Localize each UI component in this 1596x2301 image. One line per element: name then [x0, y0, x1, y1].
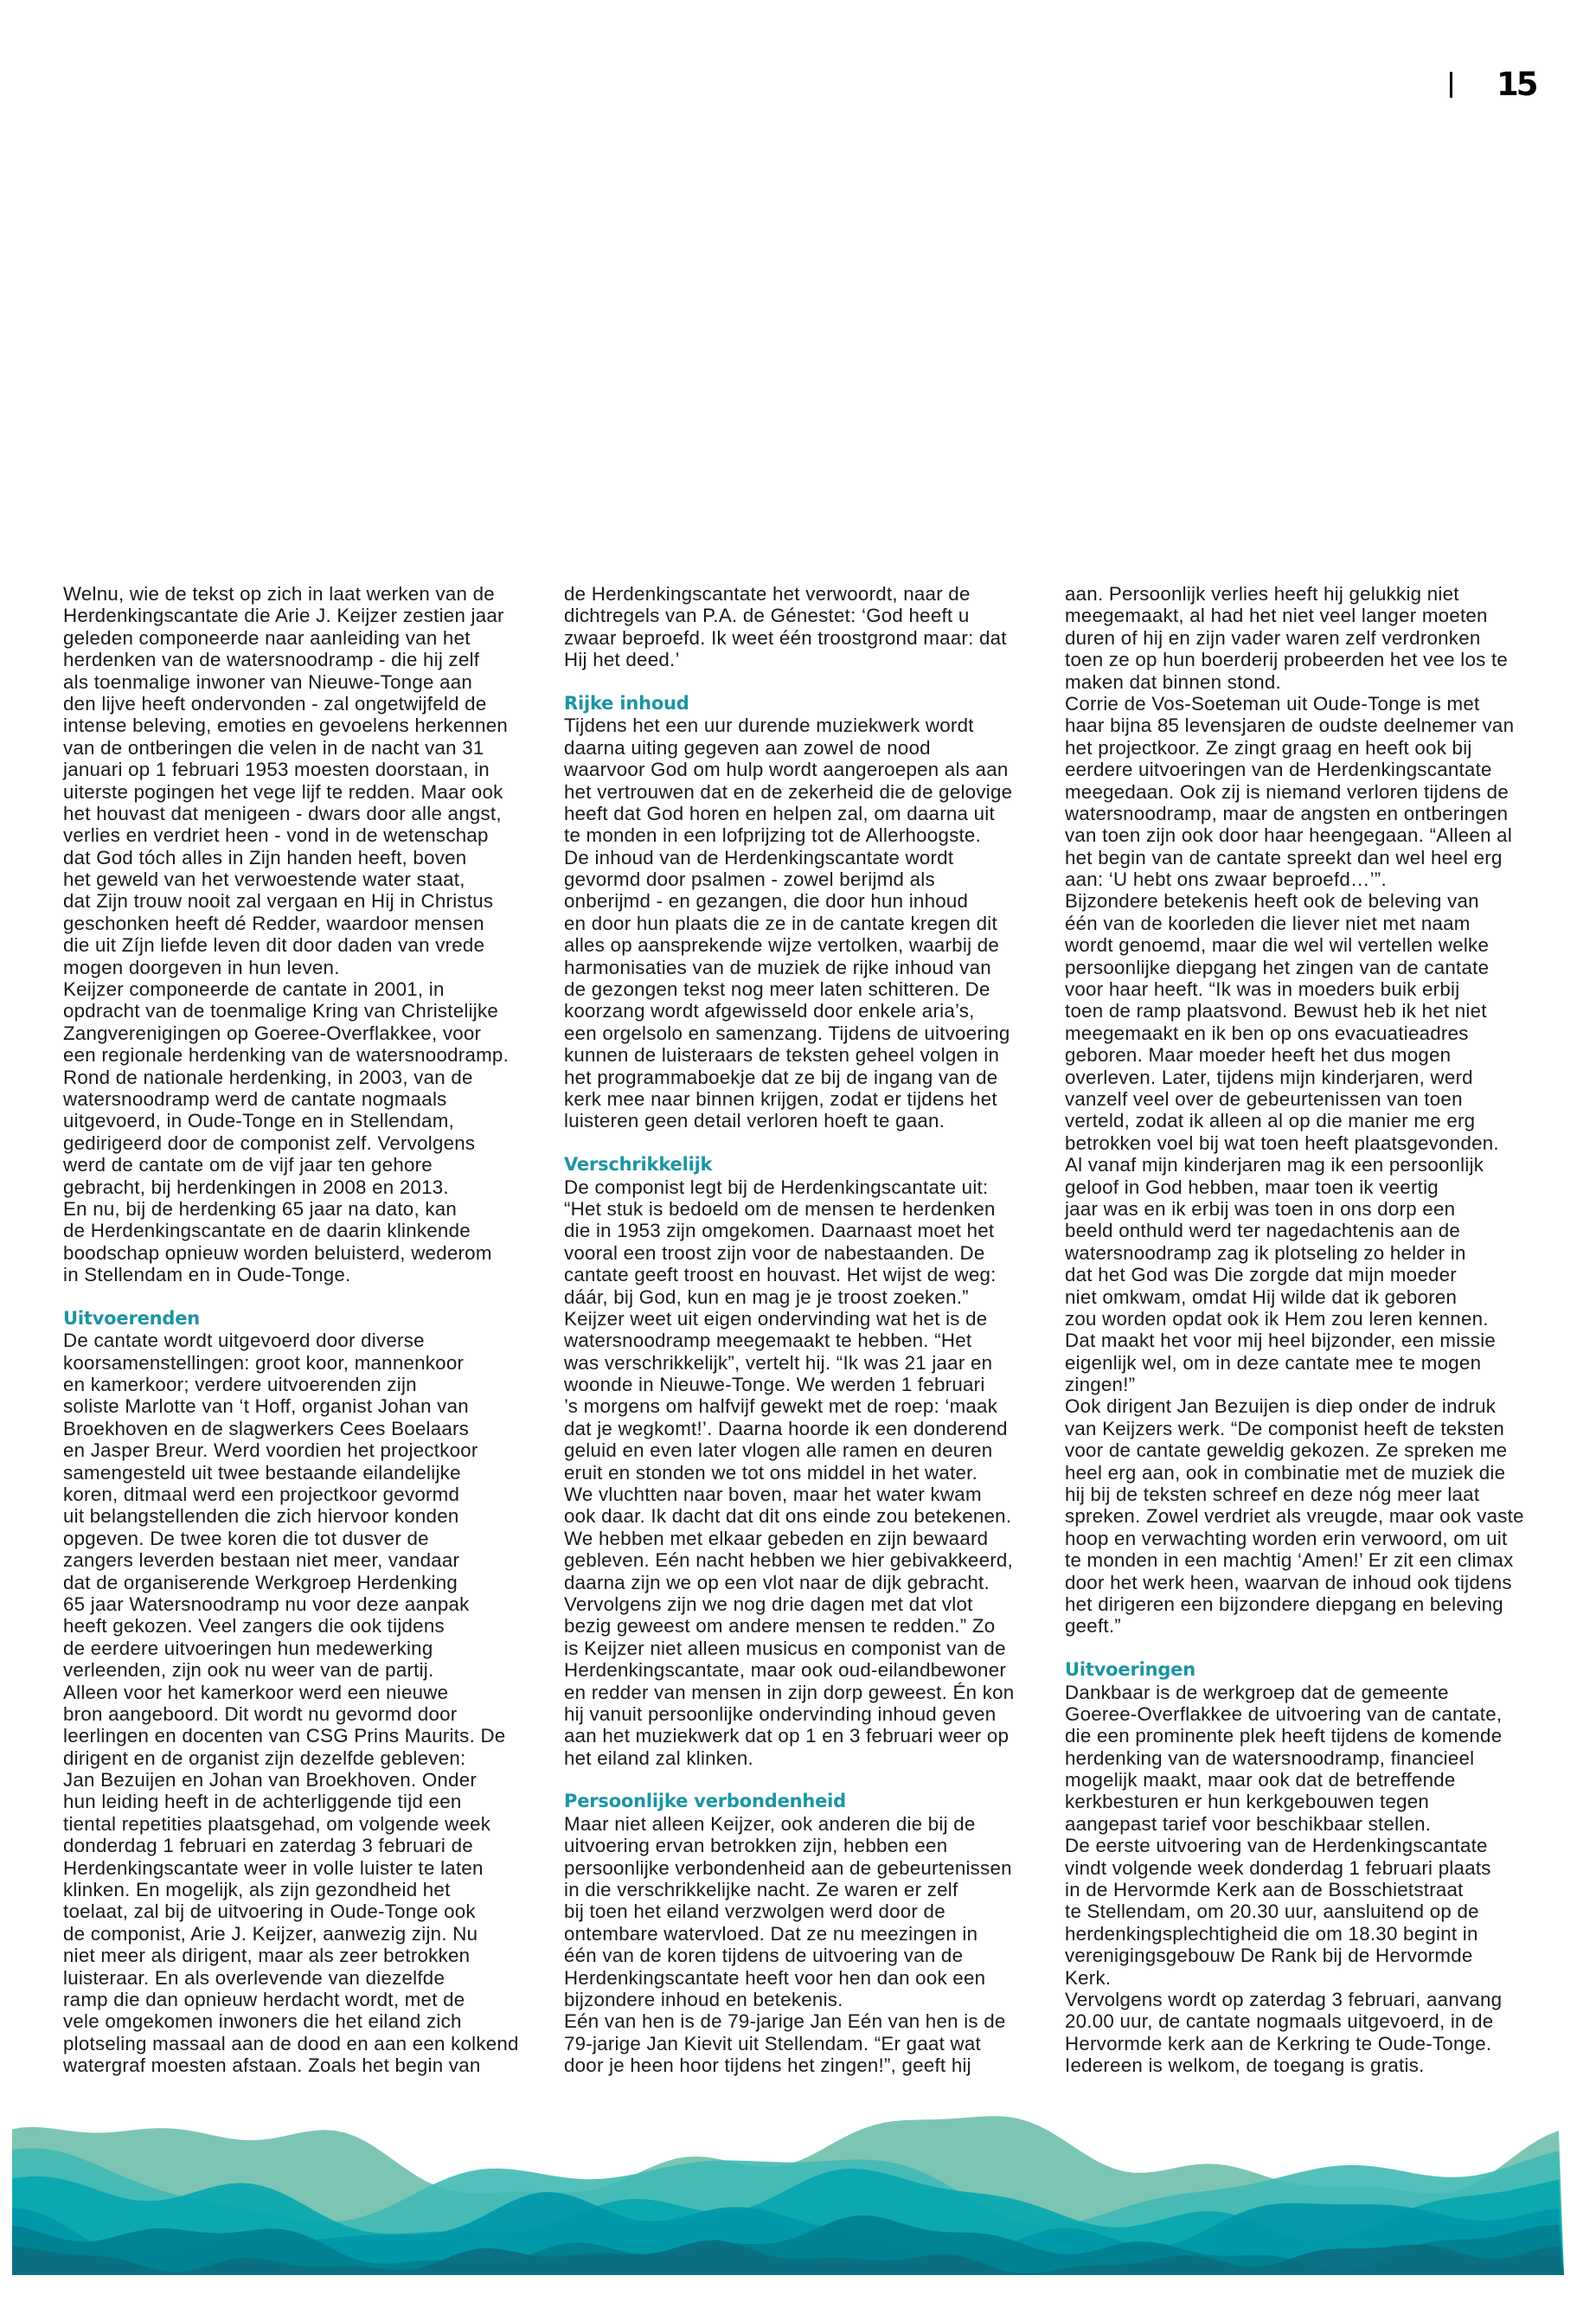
text-line: geloof in God hebben, maar toen ik veertig	[1065, 1176, 1439, 1198]
text-line: mogen doorgeven in hun leven.	[63, 956, 340, 978]
text-line: Tijdens het een uur durende muziekwerk wordt	[564, 715, 974, 737]
text-line: herdenken van de watersnoodramp - die hij zelf	[63, 649, 480, 671]
text-line: Corrie de Vos-Soeteman uit Oude-Tonge is met	[1065, 692, 1480, 715]
text-line: hij vanuit persoonlijke ondervinding inhoud geven	[564, 1702, 997, 1725]
spacer	[564, 671, 1053, 693]
text-line: Kerk.	[1065, 1966, 1112, 1989]
text-line: aan het muziekwerk dat op 1 en 3 februari weer op	[564, 1725, 1010, 1747]
text-line: verenigingsgebouw De Rank bij de Hervormde	[1065, 1945, 1473, 1967]
heading-text: Persoonlijke verbondenheid	[564, 1791, 846, 1812]
text-line: niet omkwam, omdat Hij wilde dat ik geboren	[1065, 1285, 1458, 1308]
text-line: Broekhoven en de slagwerkers Cees Boelaars	[63, 1417, 470, 1439]
text-line: door het werk heen, waarvan de inhoud ook tijdens	[1065, 1571, 1512, 1593]
text-line: zwaar beproefd. Ik weet één troostgrond maar: dat	[564, 626, 1007, 649]
text-line: En nu, bij de herdenking 65 jaar na dato, kan	[63, 1197, 458, 1220]
text-line: intense beleving, emoties en gevoelens herkennen	[63, 715, 509, 737]
text-line: hoop en verwachting worden erin verwoord, om uit	[1065, 1527, 1508, 1549]
text-line: ’s morgens om halfvijf gewekt met de roep: ‘maak	[564, 1395, 998, 1418]
text-line: Herdenkingscantate die Arie J. Keijzer zestien jaar	[63, 605, 504, 627]
text-line: opgeven. De twee koren die tot dusver de	[63, 1527, 429, 1549]
text-line: Al vanaf mijn kinderjaren mag ik een persoonlijk	[1065, 1154, 1484, 1176]
text-line: in Stellendam en in Oude-Tonge.	[63, 1264, 351, 1286]
paragraph	[1065, 1395, 1554, 1637]
text-line: herdenking van de watersnoodramp, financieel	[1065, 1747, 1475, 1769]
text-line: uiterste pogingen het vege lijf te redden. Maar ook	[63, 780, 503, 803]
text-line: hij bij de teksten schreef en deze nóg meer laat	[1065, 1484, 1480, 1506]
text-line: van toen zijn ook door haar heengegaan. “Alleen al	[1065, 824, 1513, 847]
text-line: één van de koren tijdens de uitvoering van de	[564, 1945, 964, 1967]
text-line: die in 1953 zijn omgekomen. Daarnaast moet het	[564, 1220, 995, 1242]
text-line: werd de cantate om de vijf jaar ten gehore	[63, 1154, 433, 1176]
text-line: De cantate wordt uitgevoerd door diverse	[63, 1330, 425, 1352]
paragraph	[1065, 583, 1554, 693]
text-line: woonde in Nieuwe-Tonge. We werden 1 februari	[564, 1374, 985, 1396]
heading-text: Uitvoerenden	[63, 1307, 201, 1329]
text-line: het programmaboekje dat ze bij de ingang van de	[564, 1066, 998, 1088]
paragraph	[63, 978, 552, 1198]
section-heading	[564, 1769, 1053, 1813]
text-line: kerkbesturen er hun kerkgebouwen tegen	[1065, 1791, 1430, 1813]
text-line: ramp die dan opnieuw herdacht wordt, met de	[63, 1989, 465, 2010]
section-heading	[63, 1286, 552, 1330]
heading-text: Rijke inhoud	[564, 692, 689, 714]
text-line: uit belangstellenden die zich hiervoor konden	[63, 1505, 459, 1528]
text-line: de Herdenkingscantate en de daarin klinkende	[63, 1220, 471, 1242]
text-line: dichtregels van P.A. de Génestet: ‘God heeft u	[564, 605, 970, 627]
text-line: spreken. Zowel verdriet als vreugde, maar ook vaste	[1065, 1505, 1524, 1528]
text-line: uitvoering ervan betrokken zijn, hebben een	[564, 1835, 948, 1857]
paragraph	[63, 583, 552, 978]
text-line: geschonken heeft dé Redder, waardoor mensen	[63, 912, 484, 934]
text-line: één van de koorleden die liever niet met naam	[1065, 912, 1471, 934]
text-line: verlies en verdriet heen - vond in de wetenschap	[63, 824, 489, 847]
text-line: het geweld van het verwoestende water staat,	[63, 868, 465, 891]
text-line: den lijve heeft ondervonden - zal ongetwijfeld de	[63, 692, 487, 715]
text-line: alles op aansprekende wijze vertolken, waarbij de	[564, 934, 1000, 957]
text-line: 79-jarige Jan Kievit uit Stellendam. “Er gaat wat	[564, 2032, 981, 2054]
text-line: Herdenkingscantate, maar ook oud-eilandbewoner	[564, 1659, 1007, 1682]
text-line: en kamerkoor; verdere uitvoerenden zijn	[63, 1374, 417, 1396]
text-line: Eén van hen is de 79-jarige Jan Eén van hen is de	[564, 2010, 1006, 2033]
text-line: De eerste uitvoering van de Herdenkingscantate	[1065, 1835, 1488, 1857]
text-line: heel erg aan, ook in combinatie met de muziek die	[1065, 1461, 1506, 1484]
text-line: onberijmd - en gezangen, die door hun inhoud	[564, 890, 969, 913]
text-line: 65 jaar Watersnoodramp nu voor deze aanpak	[63, 1593, 470, 1615]
text-line: verleenden, zijn ook nu weer van de partij.	[63, 1659, 434, 1682]
text-line: januari op 1 februari 1953 moesten doorstaan, in	[63, 759, 490, 781]
text-line: dáár, bij God, kun en mag je je troost zoeken.”	[564, 1285, 969, 1308]
text-line: eruit en stonden we tot ons middel in het water.	[564, 1461, 978, 1484]
text-line: duren of hij en zijn vader waren zelf verdronken	[1065, 626, 1481, 649]
text-line: te monden in een machtig ‘Amen!’ Er zit een climax	[1065, 1549, 1514, 1572]
text-line: beeld onthuld werd ter nagedachtenis aan de	[1065, 1220, 1461, 1242]
section-heading	[1065, 1638, 1554, 1682]
text-line: eigenlijk wel, om in deze cantate mee te mogen	[1065, 1351, 1482, 1374]
text-line: koorzang wordt afgewisseld door enkele aria’s,	[564, 1000, 975, 1022]
text-line: donderdag 1 februari en zaterdag 3 februari de	[63, 1835, 473, 1857]
text-line: watergraf moesten afstaan. Zoals het begin van	[63, 2054, 481, 2077]
text-line: Alleen voor het kamerkoor werd een nieuwe	[63, 1681, 449, 1703]
text-line: overleven. Later, tijdens mijn kinderjaren, werd	[1065, 1066, 1473, 1088]
text-line: harmonisaties van de muziek de rijke inhoud van	[564, 956, 991, 978]
heading-text: Uitvoeringen	[1065, 1659, 1195, 1681]
text-line: aan: ‘U hebt ons zwaar beproefd…’”.	[1065, 868, 1387, 891]
article-column-2	[564, 583, 1053, 2077]
text-line: wordt genoemd, maar die wel wil vertellen welke	[1065, 934, 1490, 957]
paragraph	[564, 1813, 1053, 2077]
text-line: dat het God was Die zorgde dat mijn moeder	[1065, 1264, 1457, 1286]
text-line: tiental repetities plaatsgehad, om volgende week	[63, 1812, 491, 1835]
text-line: te Stellendam, om 20.30 uur, aansluitend op de	[1065, 1900, 1479, 1923]
text-line: vooral een troost zijn voor de nabestaanden. De	[564, 1241, 985, 1264]
text-line: 20.00 uur, de cantate nogmaals uitgevoerd, in de	[1065, 2010, 1494, 2033]
text-line: mogelijk maakt, maar ook dat de betreffende	[1065, 1769, 1456, 1791]
text-line: watersnoodramp werd de cantate nogmaals	[63, 1087, 447, 1110]
text-line: de eerdere uitvoeringen hun medewerking	[63, 1637, 433, 1659]
paragraph	[63, 1330, 552, 2076]
text-line: meegemaakt, al had het niet veel langer moeten	[1065, 605, 1488, 627]
text-line: We hebben met elkaar gebeden en zijn bewaard	[564, 1527, 989, 1549]
text-line: We vluchtten naar boven, maar het water kwam	[564, 1484, 982, 1506]
text-line: vele omgekomen inwoners die het eiland zich	[63, 2010, 462, 2033]
heading-text: Verschrikkelijk	[564, 1154, 713, 1176]
paragraph	[564, 847, 1053, 1132]
text-line: aan. Persoonlijk verlies heeft hij gelukkig niet	[1065, 583, 1459, 605]
text-line: Vervolgens wordt op zaterdag 3 februari, aanvang	[1065, 1989, 1503, 2010]
text-line: toen ze op hun boerderij probeerden het vee los te	[1065, 649, 1509, 671]
text-line: Hervormde kerk aan de Kerkring te Oude-Tonge.	[1065, 2032, 1492, 2054]
page-number-divider	[1450, 72, 1452, 98]
text-line: watersnoodramp zag ik plotseling zo helder in	[1065, 1241, 1466, 1264]
text-line: Vervolgens zijn we nog drie dagen met dat vlot	[564, 1593, 973, 1615]
text-line: watersnoodramp, maar de angsten en ontberingen	[1065, 802, 1509, 824]
text-line: het eiland zal klinken.	[564, 1747, 753, 1769]
text-line: geluid en even later vlogen alle ramen en deuren	[564, 1439, 993, 1462]
spacer	[1065, 1638, 1554, 1659]
text-line: zou worden opdat ook ik Hem zou leren kennen.	[1065, 1307, 1489, 1330]
text-line: herdenkingsplechtigheid die om 18.30 begint in	[1065, 1922, 1478, 1945]
text-line: bij toen het eiland verzwolgen werd door de	[564, 1900, 945, 1923]
text-line: eerdere uitvoeringen van de Herdenkingscantate	[1065, 759, 1492, 781]
text-line: het begin van de cantate spreekt dan wel heel erg	[1065, 846, 1503, 868]
text-line: vindt volgende week donderdag 1 februari plaats	[1065, 1856, 1491, 1879]
text-line: gedirigeerd door de componist zelf. Vervolgens	[63, 1131, 476, 1154]
article-column-1	[63, 583, 552, 2077]
paragraph	[1065, 890, 1554, 1395]
text-line: klinken. En mogelijk, als zijn gezondheid het	[63, 1879, 451, 1901]
spacer	[564, 1769, 1053, 1791]
text-line: het vertrouwen dat en de zekerheid die de gelovige	[564, 780, 1013, 803]
text-line: gebleven. Eén nacht hebben we hier gebivakkeerd,	[564, 1549, 1013, 1572]
text-line: een orgelsolo en samenzang. Tijdens de uitvoering	[564, 1022, 1010, 1044]
text-line: als toenmalige inwoner van Nieuwe-Tonge aan	[63, 670, 473, 693]
text-line: het dirigeren een bijzondere diepgang en beleving	[1065, 1593, 1503, 1615]
text-line: boodschap opnieuw worden beluisterd, wederom	[63, 1241, 492, 1264]
text-line: maken dat binnen stond.	[1065, 670, 1281, 693]
text-line: Jan Bezuijen en Johan van Broekhoven. Onder	[63, 1769, 478, 1791]
text-line: plotseling massaal aan de dood en aan een kolkend	[63, 2032, 519, 2054]
paragraph	[1065, 693, 1554, 891]
text-line: de componist, Arie J. Keijzer, aanwezig zijn. Nu	[63, 1922, 478, 1945]
text-line: leerlingen en docenten van CSG Prins Maurits. De	[63, 1725, 506, 1747]
text-line: die uit Zíjn liefde leven dit door daden van vrede	[63, 934, 485, 957]
text-line: Bijzondere betekenis heeft ook de beleving van	[1065, 890, 1479, 913]
text-line: Rond de nationale herdenking, in 2003, van de	[63, 1066, 473, 1088]
text-line: dat je wegkomt!’. Daarna hoorde ik een donderend	[564, 1417, 1008, 1439]
text-line: dat de organiserende Werkgroep Herdenking	[63, 1571, 458, 1593]
text-line: daarna zijn we op een vlot naar de dijk gebracht.	[564, 1571, 990, 1593]
text-line: Iedereen is welkom, de toegang is gratis.	[1065, 2054, 1425, 2077]
text-line: en redder van mensen in zijn dorp geweest. Én kon	[564, 1681, 1015, 1703]
text-line: geleden componeerde naar aanleiding van het	[63, 626, 471, 649]
paragraph	[1065, 1835, 1554, 1989]
text-line: toelaat, zal bij de uitvoering in Oude-Tonge ook	[63, 1900, 476, 1923]
text-line: Zangverenigingen op Goeree-Overflakkee, voor	[63, 1022, 482, 1044]
text-line: zangers leverden bestaan niet meer, vandaar	[63, 1549, 460, 1572]
paragraph	[564, 1176, 1053, 1770]
text-line: persoonlijke verbondenheid aan de gebeurtenissen	[564, 1856, 1012, 1879]
text-line: in de Hervormde Kerk aan de Bosschietstraat	[1065, 1879, 1464, 1901]
text-line: het projectkoor. Ze zingt graag en heeft ook bij	[1065, 736, 1472, 759]
text-line: gebracht, bij herdenkingen in 2008 en 2013.	[63, 1176, 449, 1198]
text-line: voor de cantate geweldig gekozen. Ze spreken me	[1065, 1439, 1508, 1462]
text-line: koren, ditmaal werd een projectkoor gevormd	[63, 1484, 460, 1506]
text-line: Ook dirigent Jan Bezuijen is diep onder de indruk	[1065, 1395, 1497, 1418]
text-line: van de ontberingen die velen in de nacht van 31	[63, 736, 484, 759]
text-line: en door hun plaats die ze in de cantate kregen dit	[564, 912, 997, 934]
text-line: luisteraar. En als overlevende van diezelfde	[63, 1966, 445, 1989]
text-line: verteld, zodat ik alleen al op die manier me erg	[1065, 1110, 1476, 1132]
text-line: koorsamenstellingen: groot koor, mannenkoor	[63, 1351, 465, 1374]
text-line: ook daar. Ik dacht dat dit ons einde zou betekenen.	[564, 1505, 1012, 1528]
paragraph	[564, 715, 1053, 846]
text-line: Maar niet alleen Keijzer, ook anderen die bij de	[564, 1812, 976, 1835]
text-line: kunnen de luisteraars de teksten geheel volgen in	[564, 1044, 1000, 1067]
text-line: samengesteld uit twee bestaande eilandelijke	[63, 1461, 461, 1484]
decorative-waves	[12, 2109, 1564, 2275]
text-line: kerk mee naar binnen krijgen, zodat er tijdens het	[564, 1087, 997, 1110]
text-line: “Het stuk is bedoeld om de mensen te herdenken	[564, 1197, 996, 1220]
text-line: soliste Marlotte van ‘t Hoff, organist Johan van	[63, 1395, 469, 1418]
text-line: aangepast tarief voor beschikbaar stellen.	[1065, 1812, 1432, 1835]
text-line: en Jasper Breur. Werd voordien het projectkoor	[63, 1439, 478, 1462]
spacer	[564, 1132, 1053, 1154]
text-line: een regionale herdenking van de watersnoodramp.	[63, 1044, 510, 1067]
section-heading	[564, 671, 1053, 715]
text-line: Keijzer componeerde de cantate in 2001, in	[63, 978, 445, 1001]
text-line: meegemaakt en ik ben op ons evacuatieadres	[1065, 1022, 1469, 1044]
text-line: te monden in een lofprijzing tot de Allerhoogste.	[564, 824, 982, 847]
text-line: Goeree-Overflakkee de uitvoering van de cantate,	[1065, 1702, 1503, 1725]
text-line: voor haar heeft. “Ik was in moeders buik erbij	[1065, 978, 1460, 1001]
text-line: de gezongen tekst nog meer laten schitteren. De	[564, 978, 990, 1001]
text-line: meegedaan. Ook zij is niemand verloren tijdens de	[1065, 780, 1509, 803]
text-line: zingen!”	[1065, 1374, 1136, 1396]
article-column-3	[1065, 583, 1554, 2077]
text-line: jaar was en ik erbij was toen in ons dorp een	[1065, 1197, 1456, 1220]
text-line: luisteren geen detail verloren hoeft te gaan.	[564, 1110, 945, 1132]
paragraph	[1065, 1989, 1554, 2077]
text-line: Dat maakt het voor mij heel bijzonder, een missie	[1065, 1330, 1497, 1352]
text-line: Herdenkingscantate heeft voor hen dan ook een	[564, 1966, 986, 1989]
text-line: toen de ramp plaatsvond. Bewust heb ik het niet	[1065, 1000, 1487, 1022]
text-line: in die verschrikkelijke nacht. Ze waren er zelf	[564, 1879, 958, 1901]
text-line: Hij het deed.’	[564, 649, 680, 671]
text-line: de Herdenkingscantate het verwoordt, naar de	[564, 583, 971, 605]
text-line: bezig geweest om andere mensen te redden.” Zo	[564, 1615, 996, 1638]
text-line: ontembare watervloed. Dat ze nu meezingen in	[564, 1922, 978, 1945]
text-line: vanzelf veel over de gebeurtenissen van toen	[1065, 1087, 1463, 1110]
text-line: door je heen hoor tijdens het zingen!”, geeft hij	[564, 2054, 971, 2077]
text-line: niet meer als dirigent, maar als zeer betrokken	[63, 1945, 471, 1967]
text-line: De inhoud van de Herdenkingscantate wordt	[564, 846, 954, 868]
text-line: waarvoor God om hulp wordt aangeroepen als aan	[564, 759, 1009, 781]
text-line: die een prominente plek heeft tijdens de komende	[1065, 1725, 1503, 1747]
paragraph	[1065, 1682, 1554, 1836]
text-line: hun leiding heeft in de achterliggende tijd een	[63, 1791, 462, 1813]
text-line: Keijzer weet uit eigen ondervinding wat het is de	[564, 1307, 988, 1330]
text-line: het houvast dat menigeen - dwars door alle angst,	[63, 802, 502, 824]
text-line: dirigent en de organist zijn dezelfde gebleven:	[63, 1747, 466, 1769]
paragraph	[63, 1198, 552, 1286]
text-line: heeft gekozen. Veel zangers die ook tijdens	[63, 1615, 445, 1638]
text-line: Welnu, wie de tekst op zich in laat werken van de	[63, 583, 495, 605]
text-line: bron aangeboord. Dit wordt nu gevormd door	[63, 1702, 458, 1725]
section-heading	[564, 1132, 1053, 1176]
text-line: van Keijzers werk. “De componist heeft de teksten	[1065, 1417, 1504, 1439]
text-line: Herdenkingscantate weer in volle luister te laten	[63, 1856, 484, 1879]
text-line: geboren. Maar moeder heeft het dus mogen	[1065, 1044, 1452, 1067]
spacer	[63, 1286, 552, 1308]
text-line: gevormd door psalmen - zowel berijmd als	[564, 868, 935, 891]
text-line: bijzondere inhoud en betekenis.	[564, 1989, 843, 2010]
text-line: dat God tóch alles in Zijn handen heeft, boven	[63, 846, 467, 868]
text-line: geeft.”	[1065, 1615, 1121, 1638]
text-line: opdracht van de toenmalige Kring van Christelijke	[63, 1000, 499, 1022]
text-line: betrokken voel bij wat toen heeft plaatsgevonden.	[1065, 1131, 1499, 1154]
text-line: daarna uiting gegeven aan zowel de nood	[564, 736, 931, 759]
text-line: heeft dat God horen en helpen zal, om daarna uit	[564, 802, 995, 824]
text-line: haar bijna 85 levensjaren de oudste deelnemer van	[1065, 715, 1515, 737]
text-line: watersnoodramp meegemaakt te hebben. “Het	[564, 1330, 972, 1352]
text-line: dat Zijn trouw nooit zal vergaan en Hij in Christus	[63, 890, 494, 913]
text-line: cantate geeft troost en houvast. Het wijst de weg:	[564, 1264, 997, 1286]
page-number: 15	[1497, 66, 1536, 103]
text-line: Dankbaar is de werkgroep dat de gemeente	[1065, 1681, 1449, 1703]
text-line: was verschrikkelijk”, vertelt hij. “Ik was 21 jaar en	[564, 1351, 993, 1374]
text-line: uitgevoerd, in Oude-Tonge en in Stellendam,	[63, 1110, 455, 1132]
text-line: De componist legt bij de Herdenkingscantate uit:	[564, 1176, 989, 1198]
text-line: persoonlijke diepgang het zingen van de cantate	[1065, 956, 1490, 978]
paragraph	[564, 583, 1053, 671]
text-line: is Keijzer niet alleen musicus en componist van de	[564, 1637, 1006, 1659]
